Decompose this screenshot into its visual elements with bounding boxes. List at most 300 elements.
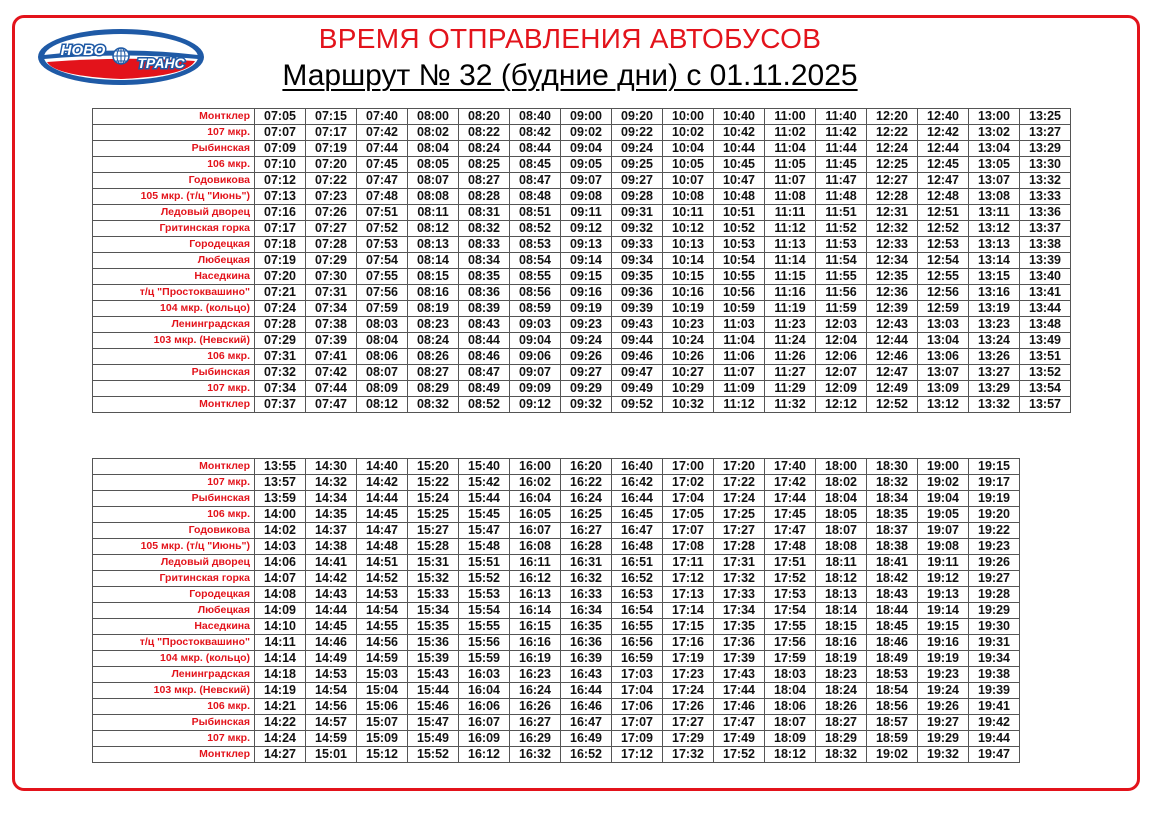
departure-time: 09:05	[561, 157, 612, 173]
stop-name: Годовикова	[93, 173, 255, 189]
departure-time: 08:54	[510, 253, 561, 269]
stop-name: Монтклер	[93, 459, 255, 475]
departure-time: 12:52	[867, 397, 918, 413]
departure-time: 12:28	[867, 189, 918, 205]
departure-time: 15:35	[408, 619, 459, 635]
departure-time: 17:42	[765, 475, 816, 491]
stop-name: 107 мкр.	[93, 731, 255, 747]
departure-time: 16:12	[510, 571, 561, 587]
stop-name: 104 мкр. (кольцо)	[93, 651, 255, 667]
departure-time: 08:40	[510, 109, 561, 125]
departure-time: 13:27	[1020, 125, 1071, 141]
departure-time: 16:55	[612, 619, 663, 635]
table-row	[93, 475, 1020, 491]
departure-time: 18:38	[867, 539, 918, 555]
table-row	[93, 141, 1071, 157]
departure-time: 07:48	[357, 189, 408, 205]
departure-time: 16:51	[612, 555, 663, 571]
departure-time: 17:05	[663, 507, 714, 523]
departure-time: 14:53	[357, 587, 408, 603]
departure-time: 19:23	[918, 667, 969, 683]
stop-name: Любецкая	[93, 603, 255, 619]
departure-time: 09:26	[561, 349, 612, 365]
departure-time: 09:27	[612, 173, 663, 189]
departure-time: 13:54	[1020, 381, 1071, 397]
departure-time: 14:57	[306, 715, 357, 731]
departure-time: 12:31	[867, 205, 918, 221]
departure-time: 15:45	[459, 507, 510, 523]
departure-time: 13:04	[918, 333, 969, 349]
departure-time: 13:36	[1020, 205, 1071, 221]
departure-time: 18:07	[816, 523, 867, 539]
departure-time: 14:45	[306, 619, 357, 635]
departure-time: 09:09	[510, 381, 561, 397]
departure-time: 08:07	[357, 365, 408, 381]
departure-time: 18:24	[816, 683, 867, 699]
departure-time: 10:15	[663, 269, 714, 285]
departure-time: 08:34	[459, 253, 510, 269]
departure-time: 18:32	[867, 475, 918, 491]
departure-time: 18:44	[867, 603, 918, 619]
stop-name: Ледовый дворец	[93, 555, 255, 571]
departure-time: 16:29	[510, 731, 561, 747]
departure-time: 09:14	[561, 253, 612, 269]
departure-time: 08:32	[459, 221, 510, 237]
departure-time: 07:51	[357, 205, 408, 221]
departure-time: 09:00	[561, 109, 612, 125]
departure-time: 15:27	[408, 523, 459, 539]
departure-time: 17:54	[765, 603, 816, 619]
departure-time: 07:22	[306, 173, 357, 189]
departure-time: 15:24	[408, 491, 459, 507]
departure-time: 12:12	[816, 397, 867, 413]
departure-time: 16:25	[561, 507, 612, 523]
departure-time: 12:40	[918, 109, 969, 125]
departure-time: 13:24	[969, 333, 1020, 349]
departure-time: 09:28	[612, 189, 663, 205]
departure-time: 18:12	[816, 571, 867, 587]
stop-name: 106 мкр.	[93, 349, 255, 365]
departure-time: 18:13	[816, 587, 867, 603]
departure-time: 15:09	[357, 731, 408, 747]
stop-name: 105 мкр. (т/ц "Июнь")	[93, 189, 255, 205]
stop-name: т/ц "Простоквашино"	[93, 285, 255, 301]
departure-time: 08:07	[408, 173, 459, 189]
departure-time: 07:29	[306, 253, 357, 269]
departure-time: 08:33	[459, 237, 510, 253]
departure-time: 11:47	[816, 173, 867, 189]
table-row	[93, 205, 1071, 221]
departure-time: 13:05	[969, 157, 1020, 173]
departure-time: 10:54	[714, 253, 765, 269]
departure-time: 13:26	[969, 349, 1020, 365]
departure-time: 10:14	[663, 253, 714, 269]
departure-time: 19:26	[969, 555, 1020, 571]
departure-time: 14:40	[357, 459, 408, 475]
stop-name: 103 мкр. (Невский)	[93, 683, 255, 699]
departure-time: 11:24	[765, 333, 816, 349]
departure-time: 08:47	[459, 365, 510, 381]
departure-time: 17:32	[663, 747, 714, 763]
departure-time: 13:51	[1020, 349, 1071, 365]
table-row	[93, 507, 1020, 523]
departure-time: 14:30	[306, 459, 357, 475]
departure-time: 17:48	[765, 539, 816, 555]
departure-time: 19:15	[969, 459, 1020, 475]
departure-time: 09:36	[612, 285, 663, 301]
departure-time: 19:12	[918, 571, 969, 587]
departure-time: 08:46	[459, 349, 510, 365]
departure-time: 13:30	[1020, 157, 1071, 173]
departure-time: 14:32	[306, 475, 357, 491]
departure-time: 16:13	[510, 587, 561, 603]
departure-time: 17:55	[765, 619, 816, 635]
departure-time: 11:29	[765, 381, 816, 397]
stop-name: Ленинградская	[93, 667, 255, 683]
departure-time: 18:12	[765, 747, 816, 763]
departure-time: 13:12	[918, 397, 969, 413]
schedule-table-morning	[92, 108, 1071, 413]
departure-time: 10:07	[663, 173, 714, 189]
departure-time: 10:29	[663, 381, 714, 397]
departure-time: 12:35	[867, 269, 918, 285]
departure-time: 19:31	[969, 635, 1020, 651]
departure-time: 15:22	[408, 475, 459, 491]
departure-time: 15:47	[459, 523, 510, 539]
departure-time: 12:33	[867, 237, 918, 253]
departure-time: 13:40	[1020, 269, 1071, 285]
table-row	[93, 253, 1071, 269]
departure-time: 17:43	[714, 667, 765, 683]
departure-time: 09:44	[612, 333, 663, 349]
departure-time: 15:01	[306, 747, 357, 763]
departure-time: 16:47	[561, 715, 612, 731]
departure-time: 16:27	[510, 715, 561, 731]
departure-time: 17:25	[714, 507, 765, 523]
departure-time: 09:15	[561, 269, 612, 285]
stop-name: Любецкая	[93, 253, 255, 269]
departure-time: 16:03	[459, 667, 510, 683]
departure-time: 16:40	[612, 459, 663, 475]
departure-time: 11:45	[816, 157, 867, 173]
departure-time: 19:38	[969, 667, 1020, 683]
departure-time: 13:00	[969, 109, 1020, 125]
departure-time: 08:49	[459, 381, 510, 397]
departure-time: 11:15	[765, 269, 816, 285]
departure-time: 16:45	[612, 507, 663, 523]
departure-time: 16:09	[459, 731, 510, 747]
departure-time: 17:59	[765, 651, 816, 667]
departure-time: 15:52	[408, 747, 459, 763]
departure-time: 11:08	[765, 189, 816, 205]
departure-time: 14:42	[357, 475, 408, 491]
departure-time: 09:19	[561, 301, 612, 317]
departure-time: 07:56	[357, 285, 408, 301]
departure-time: 11:05	[765, 157, 816, 173]
departure-time: 12:54	[918, 253, 969, 269]
departure-time: 10:12	[663, 221, 714, 237]
table-row	[93, 619, 1020, 635]
departure-time: 18:04	[816, 491, 867, 507]
stop-name: т/ц "Простоквашино"	[93, 635, 255, 651]
departure-time: 11:53	[816, 237, 867, 253]
departure-time: 19:02	[918, 475, 969, 491]
departure-time: 11:32	[765, 397, 816, 413]
departure-time: 14:34	[306, 491, 357, 507]
departure-time: 17:24	[663, 683, 714, 699]
departure-time: 12:22	[867, 125, 918, 141]
departure-time: 15:32	[408, 571, 459, 587]
departure-time: 14:08	[255, 587, 306, 603]
departure-time: 18:11	[816, 555, 867, 571]
departure-time: 13:29	[969, 381, 1020, 397]
departure-time: 15:31	[408, 555, 459, 571]
departure-time: 16:16	[510, 635, 561, 651]
departure-time: 07:29	[255, 333, 306, 349]
departure-time: 16:23	[510, 667, 561, 683]
departure-time: 18:34	[867, 491, 918, 507]
departure-time: 18:09	[765, 731, 816, 747]
departure-time: 12:39	[867, 301, 918, 317]
departure-time: 16:34	[561, 603, 612, 619]
table-row	[93, 587, 1020, 603]
departure-time: 12:44	[867, 333, 918, 349]
departure-time: 12:43	[867, 317, 918, 333]
departure-time: 14:49	[306, 651, 357, 667]
departure-time: 13:57	[255, 475, 306, 491]
departure-time: 18:59	[867, 731, 918, 747]
departure-time: 18:16	[816, 635, 867, 651]
departure-time: 07:27	[306, 221, 357, 237]
departure-time: 09:20	[612, 109, 663, 125]
departure-time: 10:45	[714, 157, 765, 173]
departure-time: 19:19	[969, 491, 1020, 507]
departure-time: 11:55	[816, 269, 867, 285]
departure-time: 17:52	[765, 571, 816, 587]
departure-time: 16:26	[510, 699, 561, 715]
departure-time: 08:09	[357, 381, 408, 397]
departure-time: 12:47	[867, 365, 918, 381]
departure-time: 07:28	[306, 237, 357, 253]
departure-time: 12:48	[918, 189, 969, 205]
departure-time: 17:28	[714, 539, 765, 555]
departure-time: 19:00	[918, 459, 969, 475]
departure-time: 12:55	[918, 269, 969, 285]
departure-time: 14:47	[357, 523, 408, 539]
departure-time: 07:34	[306, 301, 357, 317]
departure-time: 12:49	[867, 381, 918, 397]
stop-name: Рыбинская	[93, 715, 255, 731]
departure-time: 08:25	[459, 157, 510, 173]
table-row	[93, 157, 1071, 173]
departure-time: 16:46	[561, 699, 612, 715]
departure-time: 14:52	[357, 571, 408, 587]
departure-time: 08:02	[408, 125, 459, 141]
departure-time: 13:07	[969, 173, 1020, 189]
departure-time: 18:02	[816, 475, 867, 491]
departure-time: 09:07	[510, 365, 561, 381]
departure-time: 18:42	[867, 571, 918, 587]
departure-time: 07:23	[306, 189, 357, 205]
departure-time: 09:32	[612, 221, 663, 237]
departure-time: 12:47	[918, 173, 969, 189]
departure-time: 07:38	[306, 317, 357, 333]
departure-time: 12:07	[816, 365, 867, 381]
departure-time: 11:42	[816, 125, 867, 141]
departure-time: 13:07	[918, 365, 969, 381]
departure-time: 08:44	[510, 141, 561, 157]
departure-time: 09:49	[612, 381, 663, 397]
departure-time: 09:03	[510, 317, 561, 333]
departure-time: 12:09	[816, 381, 867, 397]
departure-time: 08:56	[510, 285, 561, 301]
departure-time: 11:54	[816, 253, 867, 269]
departure-time: 09:04	[561, 141, 612, 157]
departure-time: 12:25	[867, 157, 918, 173]
departure-time: 16:07	[510, 523, 561, 539]
departure-time: 14:35	[306, 507, 357, 523]
departure-time: 12:44	[918, 141, 969, 157]
departure-time: 17:22	[714, 475, 765, 491]
departure-time: 13:11	[969, 205, 1020, 221]
departure-time: 09:43	[612, 317, 663, 333]
departure-time: 12:36	[867, 285, 918, 301]
departure-time: 19:02	[867, 747, 918, 763]
departure-time: 07:09	[255, 141, 306, 157]
departure-time: 13:09	[918, 381, 969, 397]
departure-time: 14:44	[357, 491, 408, 507]
departure-time: 13:25	[1020, 109, 1071, 125]
departure-time: 18:57	[867, 715, 918, 731]
departure-time: 08:23	[408, 317, 459, 333]
departure-time: 12:56	[918, 285, 969, 301]
departure-time: 07:41	[306, 349, 357, 365]
departure-time: 19:22	[969, 523, 1020, 539]
departure-time: 11:07	[714, 365, 765, 381]
schedule-table-afternoon	[92, 458, 1020, 763]
departure-time: 17:12	[612, 747, 663, 763]
departure-time: 18:14	[816, 603, 867, 619]
departure-time: 11:52	[816, 221, 867, 237]
departure-time: 09:16	[561, 285, 612, 301]
departure-time: 10:48	[714, 189, 765, 205]
departure-time: 08:39	[459, 301, 510, 317]
departure-time: 19:20	[969, 507, 1020, 523]
departure-time: 08:43	[459, 317, 510, 333]
departure-time: 19:16	[918, 635, 969, 651]
table-row	[93, 699, 1020, 715]
departure-time: 18:30	[867, 459, 918, 475]
departure-time: 19:05	[918, 507, 969, 523]
departure-time: 07:17	[306, 125, 357, 141]
departure-time: 10:32	[663, 397, 714, 413]
departure-time: 07:42	[306, 365, 357, 381]
departure-time: 15:51	[459, 555, 510, 571]
departure-time: 09:04	[510, 333, 561, 349]
departure-time: 07:13	[255, 189, 306, 205]
departure-time: 18:08	[816, 539, 867, 555]
departure-time: 08:53	[510, 237, 561, 253]
departure-time: 17:13	[663, 587, 714, 603]
departure-time: 08:04	[357, 333, 408, 349]
departure-time: 07:32	[255, 365, 306, 381]
departure-time: 07:07	[255, 125, 306, 141]
departure-time: 09:46	[612, 349, 663, 365]
departure-time: 11:12	[714, 397, 765, 413]
departure-time: 16:35	[561, 619, 612, 635]
stop-name: 107 мкр.	[93, 381, 255, 397]
departure-time: 13:39	[1020, 253, 1071, 269]
departure-time: 08:27	[408, 365, 459, 381]
departure-time: 14:10	[255, 619, 306, 635]
departure-time: 13:14	[969, 253, 1020, 269]
departure-time: 18:37	[867, 523, 918, 539]
departure-time: 07:55	[357, 269, 408, 285]
departure-time: 10:44	[714, 141, 765, 157]
departure-time: 14:09	[255, 603, 306, 619]
table-row	[93, 269, 1071, 285]
table-row	[93, 715, 1020, 731]
departure-time: 08:04	[408, 141, 459, 157]
departure-time: 08:20	[459, 109, 510, 125]
table-row	[93, 109, 1071, 125]
table-row	[93, 635, 1020, 651]
departure-time: 10:08	[663, 189, 714, 205]
departure-time: 07:16	[255, 205, 306, 221]
departure-time: 09:35	[612, 269, 663, 285]
departure-time: 07:10	[255, 157, 306, 173]
departure-time: 10:27	[663, 365, 714, 381]
departure-time: 13:29	[1020, 141, 1071, 157]
departure-time: 12:20	[867, 109, 918, 125]
departure-time: 16:04	[459, 683, 510, 699]
stop-name: Городецкая	[93, 237, 255, 253]
departure-time: 15:33	[408, 587, 459, 603]
departure-time: 09:34	[612, 253, 663, 269]
departure-time: 11:40	[816, 109, 867, 125]
stop-name: Гритинская горка	[93, 221, 255, 237]
route-subtitle	[180, 58, 960, 94]
departure-time: 08:48	[510, 189, 561, 205]
departure-time: 17:52	[714, 747, 765, 763]
departure-time: 09:47	[612, 365, 663, 381]
departure-time: 12:27	[867, 173, 918, 189]
departure-time: 17:27	[714, 523, 765, 539]
departure-time: 17:07	[663, 523, 714, 539]
table-row	[93, 237, 1071, 253]
departure-time: 07:31	[306, 285, 357, 301]
departure-time: 17:35	[714, 619, 765, 635]
departure-time: 07:20	[306, 157, 357, 173]
stop-name: 107 мкр.	[93, 125, 255, 141]
departure-time: 13:19	[969, 301, 1020, 317]
departure-time: 13:59	[255, 491, 306, 507]
departure-time: 17:51	[765, 555, 816, 571]
departure-time: 10:40	[714, 109, 765, 125]
departure-time: 13:52	[1020, 365, 1071, 381]
departure-time: 10:52	[714, 221, 765, 237]
departure-time: 08:03	[357, 317, 408, 333]
departure-time: 19:13	[918, 587, 969, 603]
departure-time: 15:47	[408, 715, 459, 731]
departure-time: 19:15	[918, 619, 969, 635]
departure-time: 11:04	[765, 141, 816, 157]
table-row	[93, 301, 1071, 317]
departure-time: 19:08	[918, 539, 969, 555]
departure-time: 19:44	[969, 731, 1020, 747]
departure-time: 15:28	[408, 539, 459, 555]
departure-time: 12:03	[816, 317, 867, 333]
